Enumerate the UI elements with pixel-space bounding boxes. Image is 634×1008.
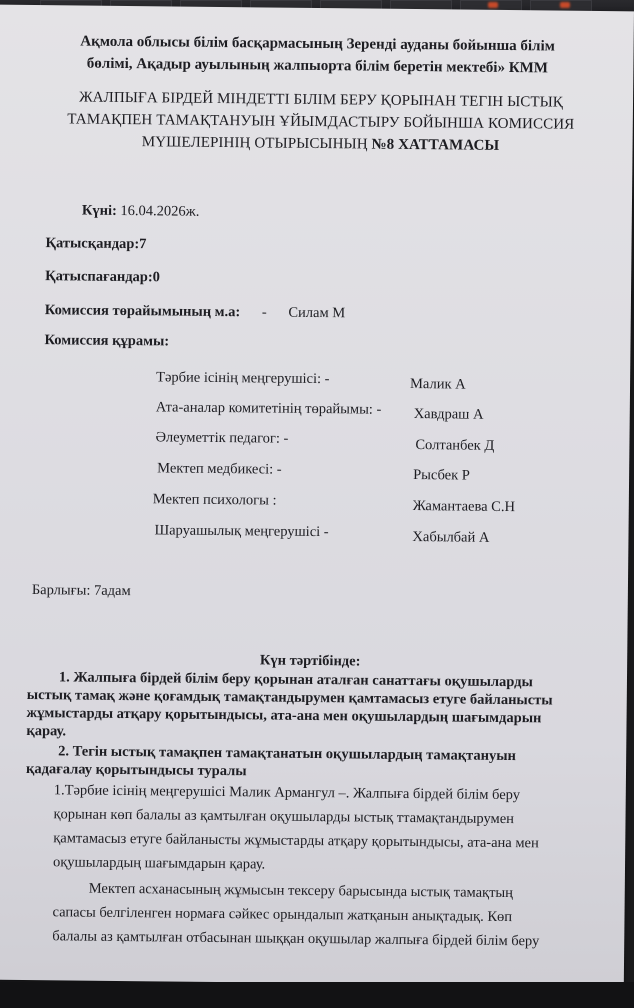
member-name: Хавдраш А [413, 406, 484, 423]
desk-surface [0, 982, 634, 1008]
chair-dash: - [261, 304, 267, 321]
member-name: Рысбек Р [413, 467, 470, 484]
chair-name: Силам М [288, 304, 346, 322]
agenda-item-1-line: қарау. [26, 722, 67, 740]
body-paragraph-2-line: сапасы белгіленген нормаға сәйкес орындалып жатқанын анықтадық. Көп [52, 904, 513, 926]
body-paragraph-1-line: қорынан көп балалы аз қамтылған оқушыларды ыстық ттамақтандырумен [53, 806, 515, 828]
agenda-item-1-line: ыстық тамақ және қоғамдық тамақтандырумен қамтамасыз етуге байланысты [26, 686, 553, 709]
title-line-1: ЖАЛПЫҒА БІРДЕЙ МІНДЕТТІ БІЛІМ БЕРУ ҚОРЫНАН ТЕГІН ЫСТЫҚ [79, 89, 564, 111]
member-name: Хабылбай А [412, 529, 490, 546]
members-label: Комиссия құрамы: [44, 332, 170, 350]
body-paragraph-1-line: 1.Тәрбие ісінің меңгерушісі Малик Армангул –. Жалпыға бірдей білім беру [53, 782, 521, 804]
document-page [0, 5, 634, 987]
member-role: Мектеп психологы : [152, 491, 277, 509]
agenda-item-2-line: қадағалау қорытындысы туралы [25, 760, 247, 780]
meeting-date [82, 202, 200, 221]
member-name: Солтанбек Д [415, 437, 495, 454]
title-line-2: ТАМАҚПЕН ТАМАҚТАНУЫН ҰЙЫМДАСТЫРУ БОЙЫНША КОМИССИЯ [67, 111, 575, 133]
present-count: Қатысқандар:7 [45, 235, 147, 253]
keyboard-light [560, 2, 570, 8]
member-role: Мектеп медбикесі: - [157, 460, 282, 478]
header-line-1: Ақмола облысы білім басқармасының Зеренді ауданы бойынша білім [80, 33, 555, 55]
header-line-2: бөлімі, Ақадыр ауылының жалпыорта білім беретін мектебі» КММ [86, 55, 549, 77]
member-role: Тәрбие ісінің меңгерушісі: - [156, 369, 330, 388]
keyboard-light [488, 2, 498, 8]
date-label: Күні: [81, 202, 117, 219]
chair-label: Комиссия төрайымының м.а: [44, 302, 241, 321]
member-role: Шаруашылық меңгерушісі - [154, 522, 329, 541]
title-line-3-prefix: МҮШЕЛЕРІНІҢ ОТЫРЫСЫНЫҢ [141, 134, 372, 153]
member-name: Малик А [409, 375, 466, 393]
member-name: Жамантаева С.Н [412, 498, 516, 516]
member-role: Ата-аналар комитетінің төрайымы: - [155, 399, 382, 418]
agenda-item-1-line: 1. Жалпыға бірдей білім беру қорынан аталған санаттағы оқушыларды [58, 669, 533, 691]
agenda-title: Күн тәртібінде: [259, 652, 361, 670]
absent-count: Қатыспағандар:0 [45, 268, 161, 286]
agenda-item-2-line: 2. Тегін ыстық тамақпен тамақтанатын оқушылардың тамақтануын [58, 743, 516, 765]
body-paragraph-2-line: Мектеп асханасының жұмысын тексеру барысында ыстық тамақтың [88, 880, 514, 902]
agenda-item-1-line: жұмыстарды атқару қорытындысы, ата-ана мен оқушылардың шағымдарын [26, 704, 542, 727]
title-line-3 [20, 133, 620, 156]
body-paragraph-1-line: оқушылардың шағымдарын қарау. [52, 854, 266, 873]
total-count: Барлығы: 7адам [31, 582, 131, 600]
body-paragraph-1-line: қамтамасыз етуге байланысты жұмыстарды атқару қорытындысы, ата-ана мен [53, 830, 539, 852]
protocol-number: №8 ХАТТАМАСЫ [371, 136, 500, 154]
member-role: Әлеуметтік педагог: - [155, 429, 289, 447]
chair-row [45, 301, 346, 322]
body-paragraph-2-line: балалы аз қамтылған отбасынан шыққан оқушылар жалпыға бірдей білім беру [52, 928, 540, 950]
date-value: 16.04.2026ж. [120, 202, 200, 220]
